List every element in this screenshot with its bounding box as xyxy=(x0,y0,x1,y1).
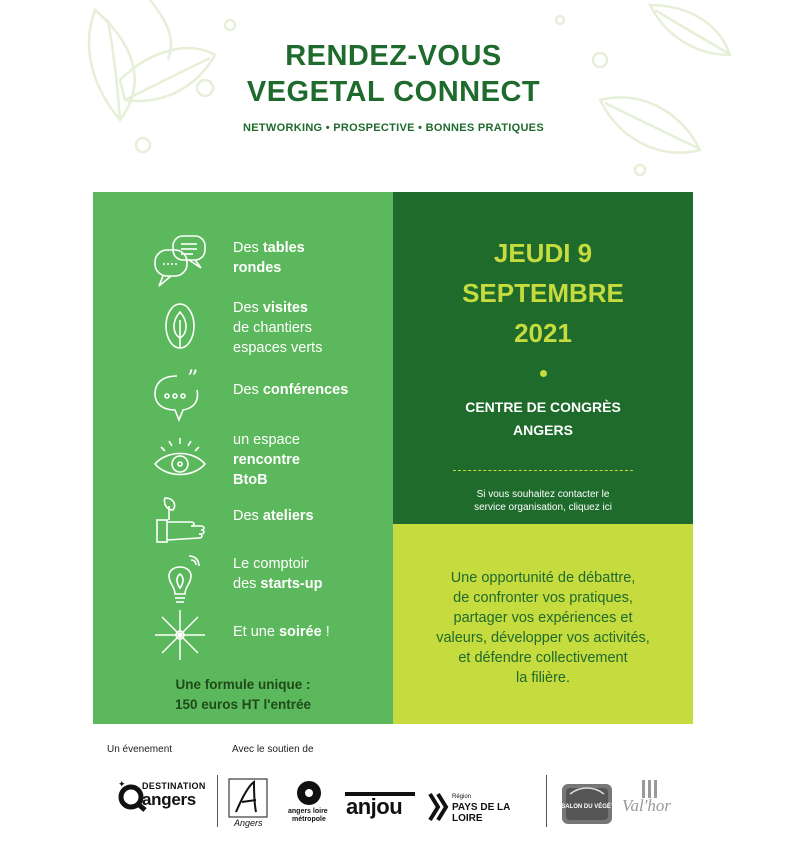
valhor-logo xyxy=(620,780,686,824)
anjou-label: anjou xyxy=(346,794,403,819)
feature-bold: tables xyxy=(262,240,305,256)
description-line: partager vos expériences et xyxy=(453,610,633,626)
angers-metropole-logo xyxy=(284,780,336,830)
dashed-divider xyxy=(453,470,633,471)
hand-plant-icon xyxy=(151,492,209,550)
region-chevron-icon xyxy=(428,792,448,822)
description-line: et défendre collectivement xyxy=(458,650,628,666)
metropole-label2: métropole xyxy=(292,816,326,823)
separator-dot xyxy=(540,370,547,377)
description-line: valeurs, développer vos activités, xyxy=(436,630,650,646)
description-line: de confronter vos pratiques, xyxy=(453,590,633,606)
event-by-label: Un évenement xyxy=(107,744,173,755)
feature-bold: soirée xyxy=(278,624,322,640)
angers-city-label: Angers xyxy=(234,818,263,828)
event-date-line2: SEPTEMBRE xyxy=(462,278,624,308)
venue-line1: CENTRE DE CONGRÈS xyxy=(465,399,621,415)
angers-city-logo xyxy=(228,778,272,830)
description-line: la filière. xyxy=(516,670,570,686)
svg-text:”: ” xyxy=(187,367,199,392)
footer-divider xyxy=(217,775,218,827)
contact-line2[interactable]: service organisation, cliquez ici xyxy=(474,502,612,513)
feature-text: un espace xyxy=(233,432,300,448)
contact-line1[interactable]: Si vous souhaitez contacter le xyxy=(476,489,610,500)
feature-text: Des xyxy=(233,508,263,524)
event-date-line1: JEUDI 9 xyxy=(493,238,593,268)
event-info-panel xyxy=(393,192,693,524)
feature-bold: ateliers xyxy=(262,508,314,524)
eye-icon xyxy=(151,434,209,492)
support-by-label: Avec le soutien de xyxy=(232,744,314,755)
feature-text: Et une xyxy=(233,624,279,640)
feature-bold: rencontre xyxy=(233,452,300,468)
description-text xyxy=(393,568,693,688)
metropole-label1: angers loire xyxy=(288,808,328,815)
svg-text:✦: ✦ xyxy=(118,780,126,790)
feature-bold: visites xyxy=(262,300,308,316)
lightbulb-icon xyxy=(151,550,209,608)
salon-label: LE SALON DU VÉGÉTAL xyxy=(551,804,623,810)
feature-text: Le comptoir xyxy=(233,556,309,572)
feature-bold: conférences xyxy=(262,382,349,398)
anjou-logo xyxy=(345,792,417,822)
angers-label: angers xyxy=(142,790,196,809)
venue-line2: ANGERS xyxy=(513,422,573,438)
feature-text: Des xyxy=(233,300,263,316)
price-formula xyxy=(93,675,393,715)
feature-bold: rondes xyxy=(233,260,282,276)
tagline: NETWORKING • PROSPECTIVE • BONNES PRATIQUES xyxy=(243,122,544,134)
feature-text: Des xyxy=(233,240,263,256)
page-title-line1: RENDEZ-VOUS xyxy=(285,40,502,72)
features-panel xyxy=(93,192,393,724)
feature-text: des xyxy=(233,576,261,592)
feature-text: Des xyxy=(233,382,263,398)
chat-bubbles-icon xyxy=(151,232,209,290)
leaf-icon xyxy=(151,298,209,356)
pays-de-la-loire-logo xyxy=(428,790,528,824)
valhor-label: Val'hor xyxy=(622,796,671,815)
footer-divider xyxy=(546,775,547,827)
contact-link[interactable] xyxy=(393,488,693,514)
formula-line2: 150 euros HT l'entrée xyxy=(174,697,311,712)
feature-text: espaces verts xyxy=(233,340,323,356)
description-line: Une opportunité de débattre, xyxy=(450,570,636,586)
angers-a-icon xyxy=(228,778,268,818)
formula-line1: Une formule unique : xyxy=(175,677,311,692)
region-label: PAYS DE LA LOIRE xyxy=(452,802,510,824)
event-date-line3: 2021 xyxy=(514,318,572,348)
destination-angers-logo xyxy=(116,775,208,813)
metropole-circle-icon xyxy=(296,780,322,806)
feature-bold: BtoB xyxy=(233,472,268,488)
region-small-label: Région xyxy=(452,794,472,800)
destination-label: DESTINATION xyxy=(142,781,206,791)
feature-bold: starts-up xyxy=(260,576,323,592)
feature-text: de chantiers xyxy=(233,320,312,336)
salon-badge-icon xyxy=(551,780,623,828)
feature-text: ! xyxy=(321,624,330,640)
page-title-line2: VEGETAL CONNECT xyxy=(246,76,541,108)
conference-bubble-icon xyxy=(151,366,209,424)
sparkle-icon xyxy=(151,606,209,664)
description-panel xyxy=(393,524,693,724)
salon-vegetal-logo xyxy=(551,780,623,828)
